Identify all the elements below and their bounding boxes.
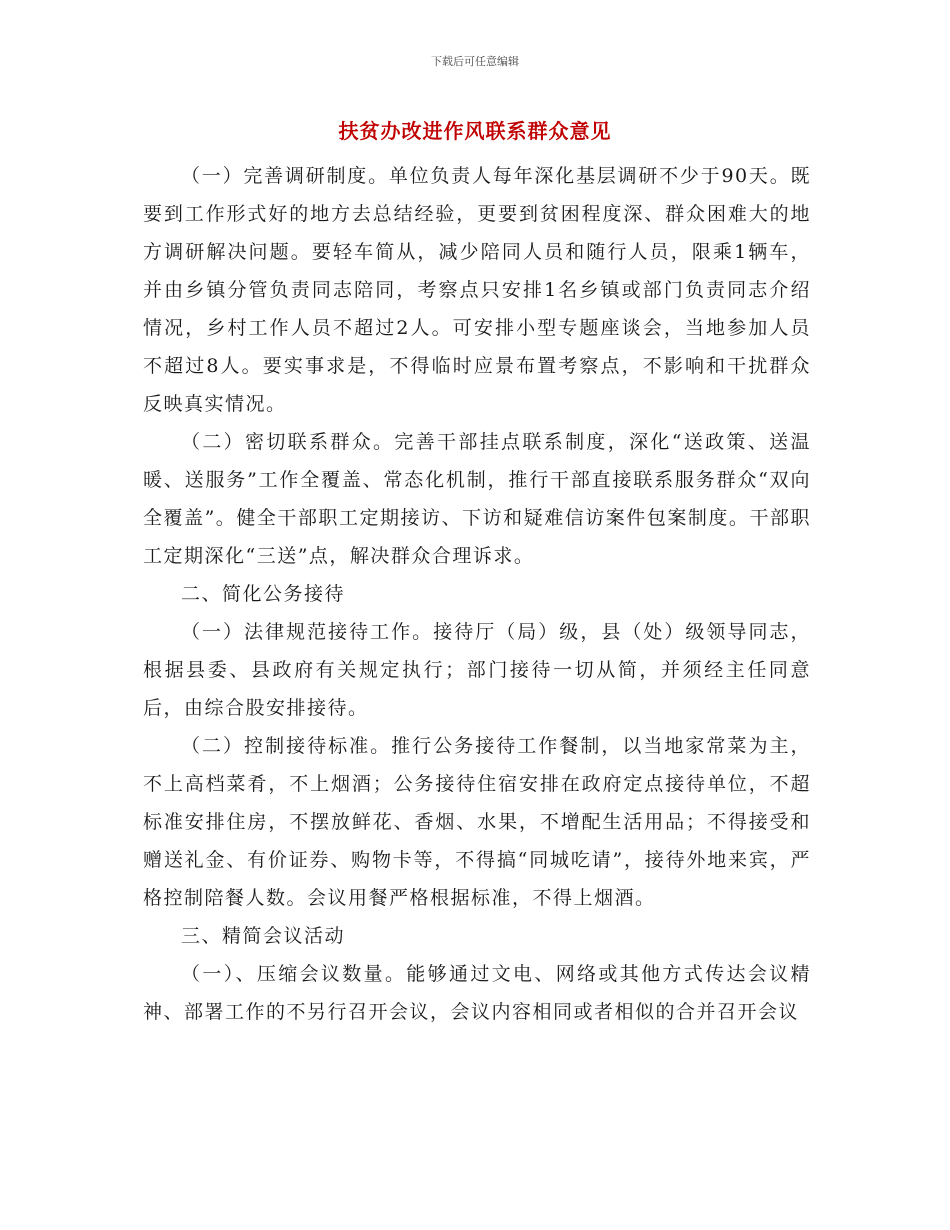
document-body: [143, 157, 811, 1031]
paragraph-reduce-meetings: （一）、压缩会议数量。能够通过文电、网络或其他方式传达会议精神、部署工作的不另行召开会议，会议内容相同或者相似的合并召开会议: [143, 963, 811, 1023]
page-header-note: 下载后可任意编辑: [431, 55, 519, 68]
section-heading-reception: 二、简化公务接待: [181, 583, 346, 605]
paragraph-research-system: （一）完善调研制度。单位负责人每年深化基层调研不少于90天。既要到工作形式好的地方去总结经验，更要到贫困程度深、群众困难大的地方调研解决问题。要轻车简从，减少陪同人员和随行人员，限乘1辆车，并由乡镇分管负责同志陪同，考察点只安排1名乡镇或部门负责同志介绍情况，乡村工作人员不超过2人。可安排小型专题座谈会，当地参加人员不超过8人。要实事求是，不得临时应景布置考察点，不影响和干扰群众反映真实情况。: [143, 165, 811, 415]
section-heading-meetings: 三、精简会议活动: [181, 925, 346, 947]
document-title: 扶贫办改进作风联系群众意见: [338, 119, 612, 143]
paragraph-reception-rules: （一）法律规范接待工作。接待厅（局）级，县（处）级领导同志，根据县委、县政府有关规定执行；部门接待一切从简，并须经主任同意后，由综合股安排接待。: [143, 621, 811, 719]
paragraph-reception-standards: （二）控制接待标准。推行公务接待工作餐制，以当地家常菜为主，不上高档菜肴，不上烟酒；公务接待住宿安排在政府定点接待单位，不超标准安排住房，不摆放鲜花、香烟、水果，不增配生活用品；不得接受和赠送礼金、有价证券、购物卡等，不得搞“同城吃请”，接待外地来宾，严格控制陪餐人数。会议用餐严格根据标准，不得上烟酒。: [143, 735, 811, 909]
paragraph-contact-masses: （二）密切联系群众。完善干部挂点联系制度，深化“送政策、送温暖、送服务”工作全覆盖、常态化机制，推行干部直接联系服务群众“双向全覆盖”。健全干部职工定期接访、下访和疑难信访案件包案制度。干部职工定期深化“三送”点，解决群众合理诉求。: [143, 431, 811, 567]
